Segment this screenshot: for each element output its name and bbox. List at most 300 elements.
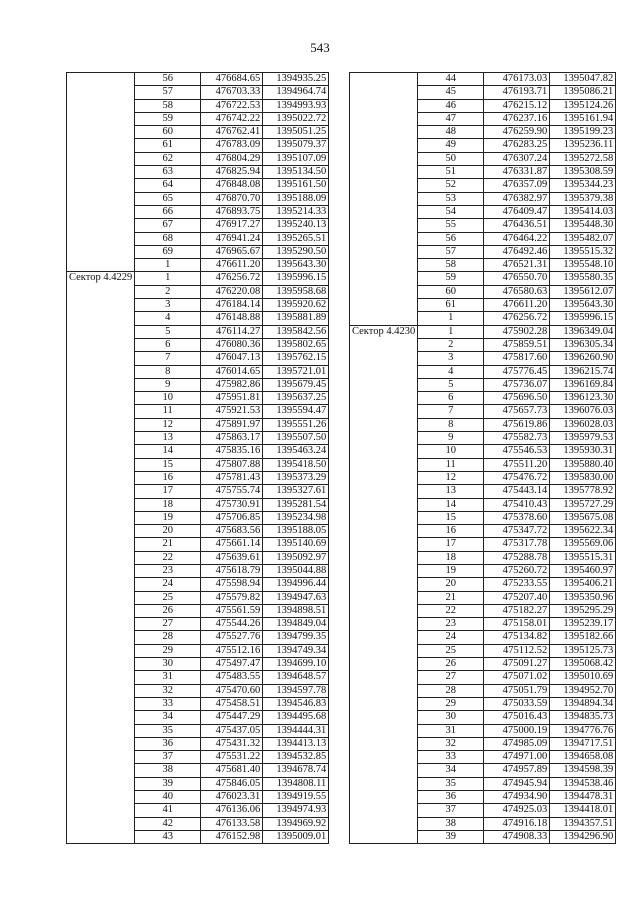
y-coordinate-cell: 1395830.00 [550,471,616,484]
x-coordinate-cell: 475378.60 [484,511,550,524]
y-coordinate-cell: 1396028.03 [550,418,616,431]
point-number-cell: 1 [135,272,201,285]
sector-cell [67,764,135,777]
table-row [350,458,616,471]
y-coordinate-cell: 1395327.61 [263,485,329,498]
y-coordinate-cell: 1395643.30 [550,299,616,312]
sector-cell [350,418,418,431]
y-coordinate-cell: 1394357.51 [550,817,616,830]
sector-cell [350,511,418,524]
sector-cell [350,578,418,591]
y-coordinate-cell: 1395107.09 [263,152,329,165]
table-row [350,631,616,644]
point-number-cell: 12 [135,418,201,431]
point-number-cell: 33 [418,751,484,764]
x-coordinate-cell: 475112.52 [484,644,550,657]
y-coordinate-cell: 1394894.34 [550,697,616,710]
y-coordinate-cell: 1395448.30 [550,219,616,232]
point-number-cell: 66 [135,205,201,218]
point-number-cell: 11 [135,405,201,418]
y-coordinate-cell: 1395515.32 [550,245,616,258]
x-coordinate-cell: 475730.91 [201,498,263,511]
y-coordinate-cell: 1395047.82 [550,73,616,86]
y-coordinate-cell: 1395234.98 [263,511,329,524]
x-coordinate-cell: 476193.71 [484,86,550,99]
x-coordinate-cell: 476703.33 [201,86,263,99]
y-coordinate-cell: 1394546.83 [263,697,329,710]
sector-cell [67,538,135,551]
sector-cell [350,299,418,312]
sector-cell [67,830,135,843]
table-row [350,684,616,697]
point-number-cell: 6 [418,392,484,405]
y-coordinate-cell: 1395406.21 [550,578,616,591]
point-number-cell: 46 [418,99,484,112]
point-number-cell: 11 [418,458,484,471]
x-coordinate-cell: 475531.22 [201,751,263,764]
x-coordinate-cell: 475921.53 [201,405,263,418]
x-coordinate-cell: 476684.65 [201,73,263,86]
sector-cell [350,764,418,777]
x-coordinate-cell: 476114.27 [201,325,263,338]
table-row [67,658,329,671]
sector-cell [350,631,418,644]
sector-cell [350,671,418,684]
sector-cell [67,511,135,524]
table-row [350,791,616,804]
table-row [67,232,329,245]
table-row [350,418,616,431]
table-row [350,219,616,232]
sector-cell [67,631,135,644]
sector-cell [350,777,418,790]
point-number-cell: 3 [418,352,484,365]
point-number-cell: 9 [135,378,201,391]
table-row [67,352,329,365]
y-coordinate-cell: 1394898.51 [263,604,329,617]
sector-cell [350,352,418,365]
point-number-cell: 69 [135,245,201,258]
x-coordinate-cell: 476521.31 [484,259,550,272]
point-number-cell: 18 [418,551,484,564]
table-row [67,86,329,99]
point-number-cell: 34 [135,711,201,724]
x-coordinate-cell: 475579.82 [201,591,263,604]
table-row [67,697,329,710]
x-coordinate-cell: 476409.47 [484,205,550,218]
x-coordinate-cell: 476464.22 [484,232,550,245]
y-coordinate-cell: 1395161.94 [550,112,616,125]
point-number-cell: 52 [418,179,484,192]
sector-cell [350,604,418,617]
table-row [67,392,329,405]
sector-cell [350,179,418,192]
table-row [350,591,616,604]
sector-cell [350,219,418,232]
point-number-cell: 23 [418,618,484,631]
sector-cell [67,591,135,604]
x-coordinate-cell: 476762.41 [201,126,263,139]
table-row [67,618,329,631]
point-number-cell: 39 [418,830,484,843]
point-number-cell: 65 [135,192,201,205]
sector-cell [350,392,418,405]
sector-cell [67,352,135,365]
y-coordinate-cell: 1395996.15 [550,312,616,325]
table-row [350,498,616,511]
y-coordinate-cell: 1395272.58 [550,152,616,165]
point-number-cell: 5 [418,378,484,391]
sector-cell [67,485,135,498]
sector-cell [350,471,418,484]
x-coordinate-cell: 476550.70 [484,272,550,285]
table-row [67,259,329,272]
y-coordinate-cell: 1395379.38 [550,192,616,205]
sector-cell [67,671,135,684]
table-row [67,312,329,325]
point-number-cell: 26 [135,604,201,617]
y-coordinate-cell: 1394699.10 [263,658,329,671]
point-number-cell: 15 [135,458,201,471]
table-row [67,525,329,538]
sector-cell [350,445,418,458]
x-coordinate-cell: 475497.47 [201,658,263,671]
y-coordinate-cell: 1395979.53 [550,432,616,445]
sector-cell [67,312,135,325]
y-coordinate-cell: 1395637.25 [263,392,329,405]
point-number-cell: 21 [135,538,201,551]
y-coordinate-cell: 1394969.92 [263,817,329,830]
y-coordinate-cell: 1395124.26 [550,99,616,112]
point-number-cell: 34 [418,764,484,777]
table-row [67,405,329,418]
y-coordinate-cell: 1395482.07 [550,232,616,245]
point-number-cell: 24 [418,631,484,644]
sector-cell [67,618,135,631]
point-number-cell: 51 [418,166,484,179]
table-row [67,99,329,112]
y-coordinate-cell: 1395161.50 [263,179,329,192]
sector-cell [350,830,418,843]
table-row [350,538,616,551]
sector-cell [67,737,135,750]
point-number-cell: 2 [418,338,484,351]
table-row [67,604,329,617]
y-coordinate-cell: 1396215.74 [550,365,616,378]
x-coordinate-cell: 475470.60 [201,684,263,697]
sector-cell [350,525,418,538]
x-coordinate-cell: 476848.08 [201,179,263,192]
table-row [350,86,616,99]
y-coordinate-cell: 1394993.93 [263,99,329,112]
sector-cell [67,525,135,538]
y-coordinate-cell: 1395051.25 [263,126,329,139]
sector-cell [67,817,135,830]
y-coordinate-cell: 1395240.13 [263,219,329,232]
sector-cell [67,711,135,724]
sector-cell [67,578,135,591]
sector-cell [67,232,135,245]
x-coordinate-cell: 476611.20 [201,259,263,272]
table-row [350,272,616,285]
y-coordinate-cell: 1395022.72 [263,112,329,125]
table-row [350,551,616,564]
table-row [350,671,616,684]
table-row [67,245,329,258]
table-row [67,432,329,445]
sector-cell [350,365,418,378]
x-coordinate-cell: 475544.26 [201,618,263,631]
point-number-cell: 20 [135,525,201,538]
x-coordinate-cell: 475207.40 [484,591,550,604]
x-coordinate-cell: 476825.94 [201,166,263,179]
y-coordinate-cell: 1394808.11 [263,777,329,790]
table-row [350,338,616,351]
sector-cell [350,245,418,258]
table-row [350,126,616,139]
x-coordinate-cell: 475781.43 [201,471,263,484]
y-coordinate-cell: 1394799.35 [263,631,329,644]
table-row [67,285,329,298]
sector-cell [350,697,418,710]
coordinates-table-left [66,72,329,844]
y-coordinate-cell: 1394538.46 [550,777,616,790]
x-coordinate-cell: 475683.56 [201,525,263,538]
sector-cell [67,405,135,418]
sector-cell [350,684,418,697]
x-coordinate-cell: 476783.09 [201,139,263,152]
table-row [67,272,329,285]
y-coordinate-cell: 1394919.55 [263,791,329,804]
sector-cell [350,817,418,830]
point-number-cell: 50 [418,152,484,165]
table-row [67,338,329,351]
point-number-cell: 38 [135,764,201,777]
table-row [350,312,616,325]
y-coordinate-cell: 1395373.29 [263,471,329,484]
table-row [67,365,329,378]
x-coordinate-cell: 476742.22 [201,112,263,125]
sector-cell [350,139,418,152]
table-row [350,511,616,524]
sector-cell [350,73,418,86]
point-number-cell: 58 [418,259,484,272]
y-coordinate-cell: 1395515.31 [550,551,616,564]
table-row [350,697,616,710]
point-number-cell: 19 [135,511,201,524]
table-row [350,392,616,405]
sector-cell [67,112,135,125]
sector-cell [350,724,418,737]
table-row [67,205,329,218]
x-coordinate-cell: 476023.31 [201,791,263,804]
y-coordinate-cell: 1395675.08 [550,511,616,524]
x-coordinate-cell: 476492.46 [484,245,550,258]
table-row [350,618,616,631]
x-coordinate-cell: 474985.09 [484,737,550,750]
y-coordinate-cell: 1395414.03 [550,205,616,218]
y-coordinate-cell: 1395068.42 [550,658,616,671]
x-coordinate-cell: 475437.05 [201,724,263,737]
table-row [67,737,329,750]
y-coordinate-cell: 1395199.23 [550,126,616,139]
y-coordinate-cell: 1395418.50 [263,458,329,471]
x-coordinate-cell: 475016.43 [484,711,550,724]
x-coordinate-cell: 475835.16 [201,445,263,458]
y-coordinate-cell: 1394598.39 [550,764,616,777]
sector-cell [67,804,135,817]
x-coordinate-cell: 475260.72 [484,564,550,577]
table-row [350,405,616,418]
sector-cell [67,392,135,405]
point-number-cell: 67 [135,219,201,232]
point-number-cell: 3 [135,299,201,312]
sector-cell [67,777,135,790]
sector-cell [67,791,135,804]
table-row [350,751,616,764]
point-number-cell: 20 [418,578,484,591]
sector-cell [67,192,135,205]
point-number-cell: 63 [135,166,201,179]
y-coordinate-cell: 1395930.31 [550,445,616,458]
table-row [350,99,616,112]
point-number-cell: 27 [418,671,484,684]
x-coordinate-cell: 476152.98 [201,830,263,843]
y-coordinate-cell: 1396349.04 [550,325,616,338]
point-number-cell: 8 [418,418,484,431]
table-row [350,564,616,577]
coordinates-table-right [349,72,616,844]
y-coordinate-cell: 1395842.56 [263,325,329,338]
x-coordinate-cell: 476804.29 [201,152,263,165]
point-number-cell: 31 [418,724,484,737]
point-number-cell: 4 [418,365,484,378]
point-number-cell: 10 [418,445,484,458]
x-coordinate-cell: 476047.13 [201,352,263,365]
y-coordinate-cell: 1396260.90 [550,352,616,365]
table-row [67,538,329,551]
x-coordinate-cell: 475431.32 [201,737,263,750]
x-coordinate-cell: 475846.05 [201,777,263,790]
y-coordinate-cell: 1395044.88 [263,564,329,577]
table-row [67,631,329,644]
point-number-cell: 25 [135,591,201,604]
sector-cell [67,471,135,484]
x-coordinate-cell: 476220.08 [201,285,263,298]
point-number-cell: 35 [135,724,201,737]
y-coordinate-cell: 1395281.54 [263,498,329,511]
point-number-cell: 18 [135,498,201,511]
x-coordinate-cell: 475982.86 [201,378,263,391]
x-coordinate-cell: 475951.81 [201,392,263,405]
sector-cell [67,245,135,258]
x-coordinate-cell: 476382.97 [484,192,550,205]
y-coordinate-cell: 1394648.57 [263,671,329,684]
point-number-cell: 27 [135,618,201,631]
y-coordinate-cell: 1395643.30 [263,259,329,272]
x-coordinate-cell: 475000.19 [484,724,550,737]
x-coordinate-cell: 475233.55 [484,578,550,591]
table-row [67,418,329,431]
sector-cell [350,751,418,764]
point-number-cell: 17 [135,485,201,498]
x-coordinate-cell: 475527.76 [201,631,263,644]
point-number-cell: 29 [418,697,484,710]
y-coordinate-cell: 1394717.51 [550,737,616,750]
x-coordinate-cell: 475807.88 [201,458,263,471]
point-number-cell: 22 [135,551,201,564]
sector-cell [350,644,418,657]
y-coordinate-cell: 1394996.44 [263,578,329,591]
sector-cell [350,272,418,285]
x-coordinate-cell: 474971.00 [484,751,550,764]
sector-cell [67,604,135,617]
sector-cell [350,205,418,218]
x-coordinate-cell: 474908.33 [484,830,550,843]
table-row [67,830,329,843]
point-number-cell: 30 [418,711,484,724]
table-row [67,471,329,484]
table-row [350,139,616,152]
y-coordinate-cell: 1394495.68 [263,711,329,724]
sector-cell [350,538,418,551]
y-coordinate-cell: 1394974.93 [263,804,329,817]
sector-cell [67,285,135,298]
point-number-cell: 29 [135,644,201,657]
y-coordinate-cell: 1395086.21 [550,86,616,99]
x-coordinate-cell: 476148.88 [201,312,263,325]
sector-cell [67,205,135,218]
x-coordinate-cell: 476941.24 [201,232,263,245]
x-coordinate-cell: 475071.02 [484,671,550,684]
sector-cell [67,684,135,697]
sector-cell [67,139,135,152]
x-coordinate-cell: 475639.61 [201,551,263,564]
y-coordinate-cell: 1395580.35 [550,272,616,285]
table-row [350,777,616,790]
point-number-cell: 5 [135,325,201,338]
table-row [67,578,329,591]
y-coordinate-cell: 1395182.66 [550,631,616,644]
sector-cell [67,73,135,86]
table-row [350,658,616,671]
point-number-cell: 68 [135,232,201,245]
point-number-cell: 41 [135,804,201,817]
point-number-cell: 60 [135,126,201,139]
x-coordinate-cell: 475443.14 [484,485,550,498]
point-number-cell: 22 [418,604,484,617]
table-row [67,458,329,471]
sector-cell [67,432,135,445]
x-coordinate-cell: 476917.27 [201,219,263,232]
point-number-cell: 23 [135,564,201,577]
point-number-cell: 1 [418,325,484,338]
sector-cell [350,551,418,564]
sector-cell [67,338,135,351]
point-number-cell: 16 [418,525,484,538]
point-number-cell: 6 [135,338,201,351]
x-coordinate-cell: 475182.27 [484,604,550,617]
table-row [67,711,329,724]
x-coordinate-cell: 475681.40 [201,764,263,777]
y-coordinate-cell: 1395996.15 [263,272,329,285]
sector-cell [67,152,135,165]
table-row [350,259,616,272]
point-number-cell: 61 [418,299,484,312]
sector-label: Сектор 4.4230 [350,325,418,338]
x-coordinate-cell: 476173.03 [484,73,550,86]
y-coordinate-cell: 1395463.24 [263,445,329,458]
